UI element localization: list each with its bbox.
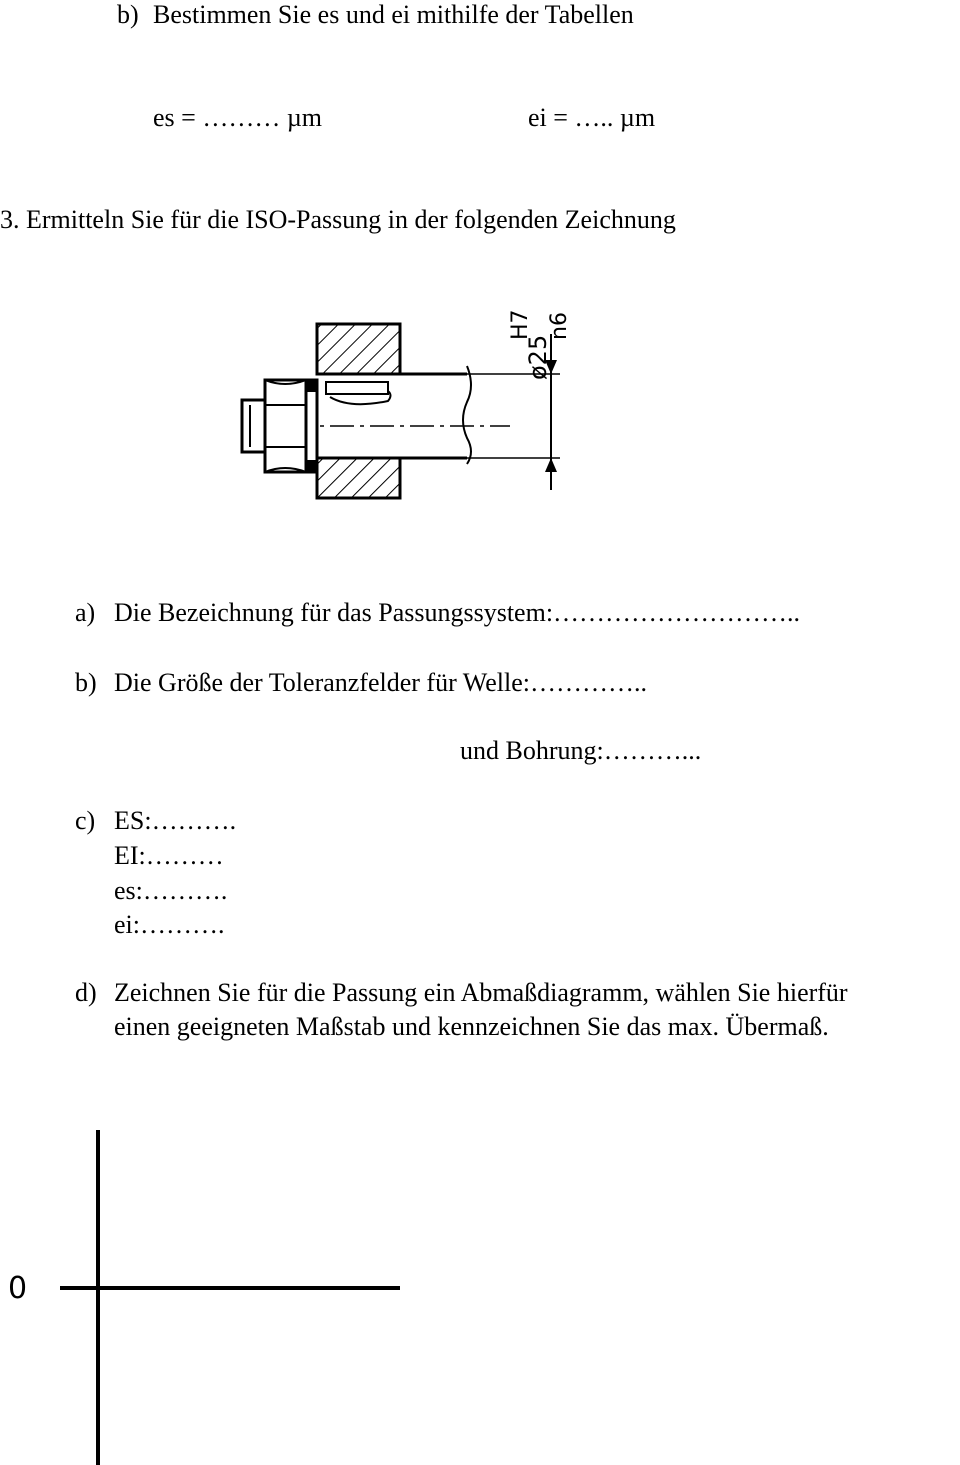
- dim-shaft-tolerance: n6: [547, 312, 572, 340]
- question-c-label: c): [75, 806, 96, 835]
- question-b-text: Die Größe der Toleranzfelder für Welle:…………..: [114, 668, 647, 697]
- question-d-text-line1: Zeichnen Sie für die Passung ein Abmaßdiagramm, wählen Sie hierfür: [114, 978, 848, 1007]
- question-c-es-lower: es:……….: [114, 876, 228, 905]
- question-a-label: a): [75, 598, 96, 627]
- question-b-label: b): [75, 668, 97, 697]
- dim-diameter: ø25: [524, 334, 552, 380]
- es-answer-line: es = ……… µm: [153, 103, 323, 132]
- question-d-text-line2: einen geeigneten Maßstab und kennzeichnen Sie das max. Übermaß.: [114, 1012, 829, 1041]
- question-d-label: d): [75, 978, 97, 1007]
- question-b-text-bohrung: und Bohrung:………...: [460, 736, 702, 765]
- task2-b-text: Bestimmen Sie es und ei mithilfe der Tabellen: [153, 0, 634, 29]
- dim-hole-tolerance: H7: [508, 309, 533, 340]
- question-c-ei-upper: EI:………: [114, 841, 224, 870]
- ei-answer-line: ei = ….. µm: [528, 103, 656, 132]
- question-a-text: Die Bezeichnung für das Passungssystem:………………………..: [114, 598, 801, 627]
- question-c-es-upper: ES:……….: [114, 806, 237, 835]
- task2-b-label: b): [117, 0, 139, 29]
- question-c-ei-lower: ei:……….: [114, 910, 225, 939]
- zero-label: 0: [8, 1271, 28, 1306]
- task3-heading: 3. Ermitteln Sie für die ISO-Passung in der folgenden Zeichnung: [0, 205, 676, 234]
